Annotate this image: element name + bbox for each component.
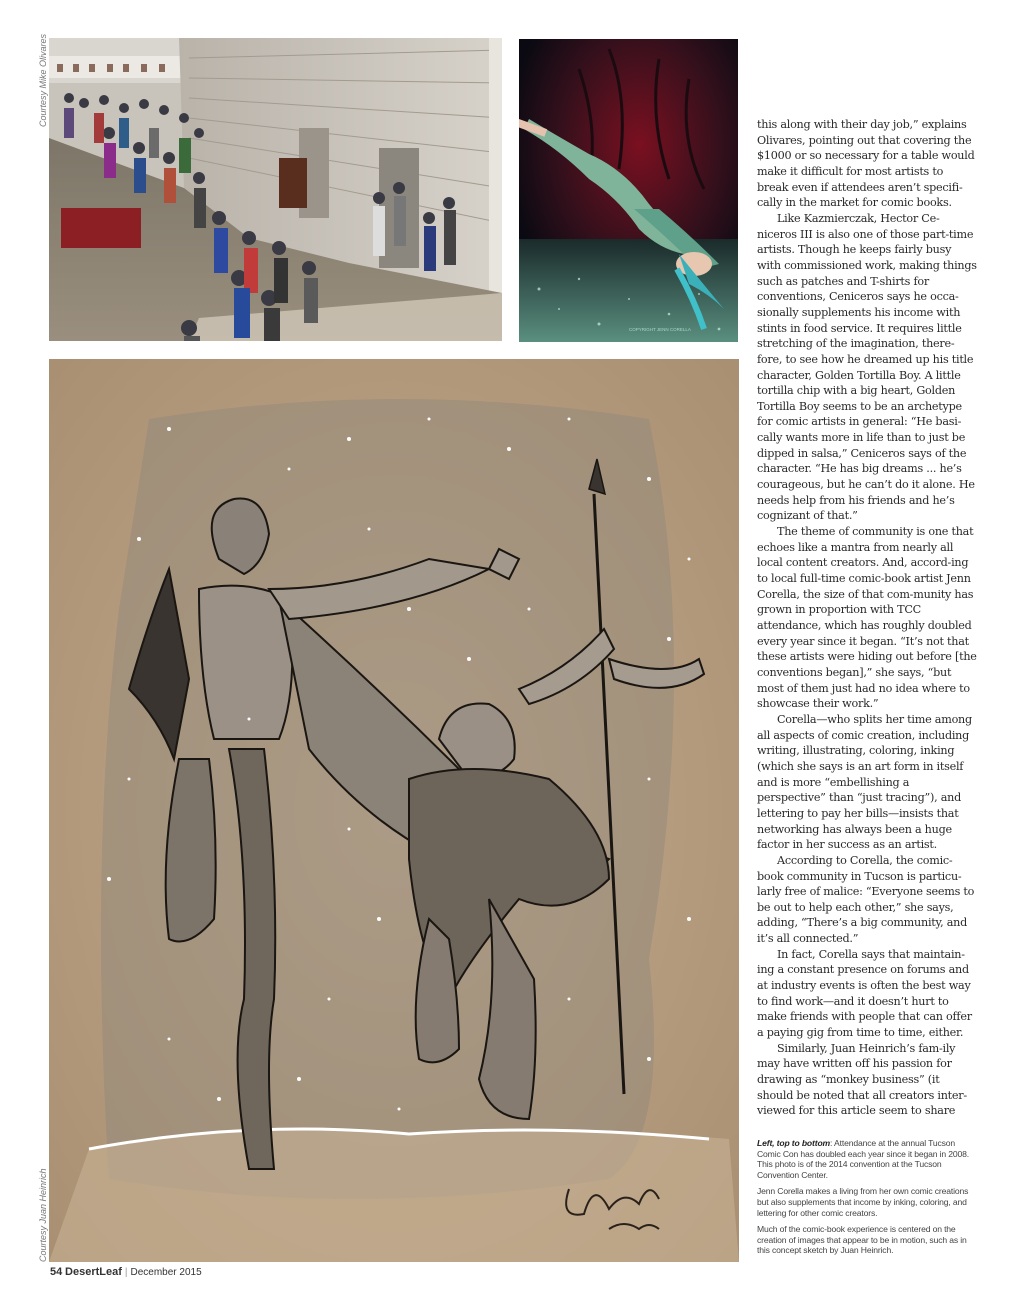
corella-art-illustration [519,39,738,342]
article-paragraph: Similarly, Juan Heinrich’s fam-ily may have written off his passion for drawing as “monkey business” (it should be noted that all creators inter-viewed for this article seem to share [757,1041,967,1118]
caption-convention-text: : Attendance at the annual Tucson Comic Con has doubled each year since it began in 2008. This photo is of the 2014 convention at the Tucson Convention Center. [757,1138,969,1180]
article-paragraph: The theme of community is one that echoes like a mantra from nearly all local content creators. And, accord-ing to local full-time comic-book artist Jenn Corella, the size of that com-munity has grown in proportion with TCC attendance, which has roughly doubled every year since it began. “It’s not that these artists were hiding out before [the conventions began],” she says, “but most of them just had no idea where to showcase their work.” [757,525,977,711]
magazine-name: DesertLeaf [65,1266,122,1278]
article-paragraph: Corella—who splits her time among all aspects of comic creation, including writing, illustrating, coloring, inking (which she says is an art form in itself and is more “embellishing a perspective” than “just tracing”), and lettering to pay her bills—insists that networking has always been a huge factor in her success as an artist. [757,712,972,852]
corella-art-watermark: COPYRIGHT JENN CORELLA [629,327,691,332]
article-paragraph: In fact, Corella says that maintain-ing a constant presence on forums and at industry events is often the best way to find work—and it doesn’t hurt to make friends with people that can offer a paying gig from time to time, either. [757,947,972,1040]
convention-photo-illustration [49,38,502,341]
photo-credit-convention: Courtesy Mike Olivares [38,33,48,127]
heinrich-sketch-photo [49,359,739,1262]
heinrich-sketch-illustration [49,359,739,1262]
caption-lead: Left, top to bottom [757,1138,831,1148]
caption-corella: Jenn Corella makes a living from her own comic creations but also supplements that income by inking, coloring, and lettering for other comic creators. [757,1186,969,1218]
article-paragraph: According to Corella, the comic-book community in Tucson is particu-larly free of malice: “Everyone seems to be out to help each other,” she says, adding, “There’s a big community, and it’s all connected.” [757,853,975,946]
article-paragraph: this along with their day job,” explains Olivares, pointing out that covering the $1000 or so necessary for a table would make it difficult for most artists to break even if attendees aren’t specifi-cally in the market for comic books. [757,118,975,210]
caption-heinrich: Much of the comic-book experience is centered on the creation of images that appear to be in motion, such as in this concept sketch by Juan Heinrich. [757,1224,967,1256]
page-number: 54 [50,1266,63,1278]
issue-date: December 2015 [130,1267,202,1278]
article-paragraph: Like Kazmierczak, Hector Ce-niceros III is also one of those part-time artists. Though he keeps fairly busy with commissioned work, making things such as patches and T-shirts for conventions, Ceniceros says he occa-sionally supplements his income with stints in food service. It requires little stretching of the imagination, there-fore, to see how he dreamed up his title character, Golden Tortilla Boy. A little tortilla chip with a big heart, Golden Tortilla Boy seems to be an archetype for comic artists in general: “He basi-cally wants more in life than to just be dipped in salsa,” Ceniceros says of the character. “He has big dreams ... he’s courageous, but he can’t do it alone. He needs help from his friends and he’s cognizant of that.” [757,211,977,523]
footer-separator: | [124,1267,128,1278]
convention-photo [49,38,502,341]
corella-art-photo [519,39,738,342]
photo-credit-sketch: Courtesy Juan Heinrich [38,1168,48,1262]
page-footer [50,1266,202,1278]
photo-captions [757,1138,977,1262]
article-body [757,117,977,1119]
caption-convention [757,1138,977,1180]
